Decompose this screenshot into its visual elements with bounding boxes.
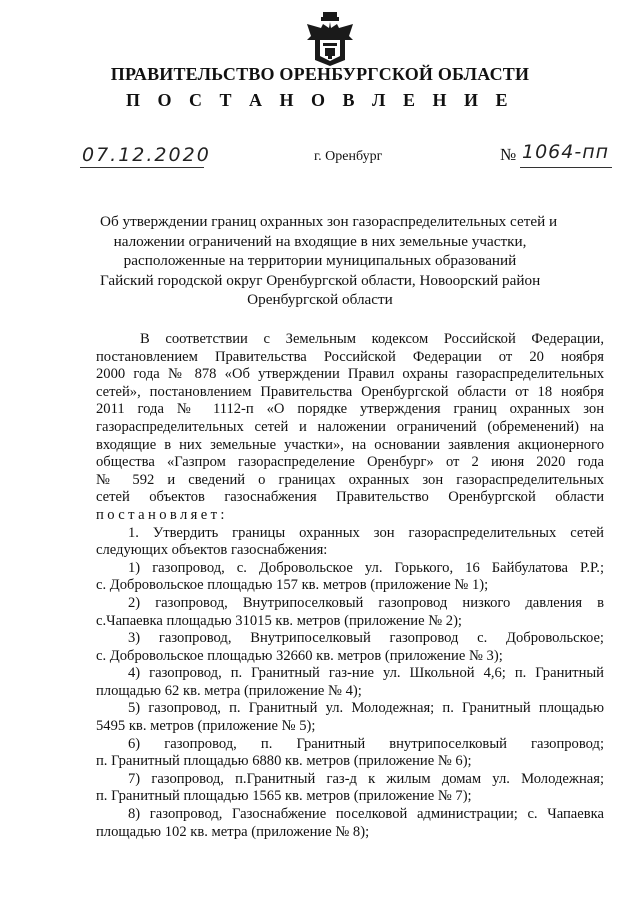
list-item-continuation: п. Гранитный площадью 1565 кв. метров (приложение № 7); [96, 788, 472, 805]
subject-line: Об утверждении границ охранных зон газораспределительных сетей и [100, 213, 558, 230]
number-underline [520, 167, 612, 168]
body-line: общества «Газпром газораспределение Оренбург» от 2 июня 2020 года [96, 454, 604, 471]
list-item: 7) газопровод, п.Гранитный газ-д к жилым домам ул. Молодежная; [128, 770, 604, 787]
list-item-continuation: с.Чапаевка площадью 31015 кв. метров (приложение № 2); [96, 612, 462, 629]
list-item-continuation: п. Гранитный площадью 6880 кв. метров (приложение № 6); [96, 753, 472, 770]
list-item-continuation: площадью 102 кв. метра (приложение № 8); [96, 823, 370, 840]
list-item: 5) газопровод, п. Гранитный ул. Молодежная; п. Гранитный площадью [128, 700, 604, 717]
body-line: газораспределительных сетей и наложении ограничений (обременений) на [96, 418, 604, 435]
body-line: № 592 и сведений о границах охранных зон газораспределительных [96, 471, 604, 488]
list-item: 8) газопровод, Газоснабжение поселковой администрации; с. Чапаевка [128, 806, 604, 823]
body-line: сетей», постановлением Правительства Оренбургской области от 18 ноября [96, 383, 604, 400]
body-line: сетей объектов газоснабжения Правительство Оренбургской области [96, 489, 604, 506]
city-label: г. Оренбург [314, 149, 383, 164]
resolves-word: постановляет: [96, 506, 228, 523]
subject-line: наложении ограничений на входящие в них земельные участки, [113, 232, 527, 250]
body-line: входящие в них земельные участки», на основании заявления акционерного [96, 436, 604, 453]
document-subject [100, 212, 558, 310]
coat-of-arms-emblem [303, 10, 357, 68]
list-item: 1) газопровод, с. Добровольское ул. Горького, 16 Байбулатова Р.Р.; [128, 559, 604, 576]
list-item: 2) газопровод, Внутрипоселковый газопровод низкого давления в [128, 594, 604, 611]
list-item-continuation: площадью 62 кв. метра (приложение № 4); [96, 682, 362, 699]
handwritten-document-number: 1064-пп [522, 141, 610, 163]
organization-title: ПРАВИТЕЛЬСТВО ОРЕНБУРГСКОЙ ОБЛАСТИ [110, 64, 530, 84]
handwritten-date: 07.12.2020 [82, 144, 211, 166]
subject-line: Оренбургской области [247, 291, 393, 308]
list-item-continuation: с. Добровольское площадью 32660 кв. метров (приложение № 3); [96, 647, 503, 664]
body-line: В соответствии с Земельным кодексом Российской Федерации, [140, 331, 604, 347]
body-line: 1. Утвердить границы охранных зон газораспределительных сетей [128, 524, 604, 541]
number-label: № [500, 145, 517, 164]
subject-line: Гайский городской округ Оренбургской области, Новоорский район [100, 271, 541, 289]
list-item-continuation: с. Добровольское площадью 157 кв. метров (приложение № 1); [96, 577, 489, 594]
list-item-continuation: 5495 кв. метров (приложение № 5); [96, 718, 316, 735]
document-body [96, 331, 604, 841]
body-line: 2000 года № 878 «Об утверждении Правил охраны газораспределительных [96, 366, 604, 383]
list-item: 4) газопровод, п. Гранитный газ-ние ул. Школьной 4,6; п. Гранитный [128, 665, 604, 682]
document-type-title: П О С Т А Н О В Л Е Н И Е [126, 90, 514, 110]
body-line: 2011 года № 1112-п «О порядке утверждения границ охранных зон [96, 401, 604, 418]
list-item: 3) газопровод, Внутрипоселковый газопровод с. Добровольское; [128, 630, 604, 647]
subject-line: расположенные на территории муниципальных образований [123, 252, 517, 269]
body-line: следующих объектов газоснабжения: [96, 542, 328, 559]
date-underline [80, 167, 204, 168]
body-line: постановлением Правительства Российской Федерации от 20 ноября [96, 348, 604, 365]
list-item: 6) газопровод, п. Гранитный внутрипоселковый газопровод; [128, 735, 604, 752]
